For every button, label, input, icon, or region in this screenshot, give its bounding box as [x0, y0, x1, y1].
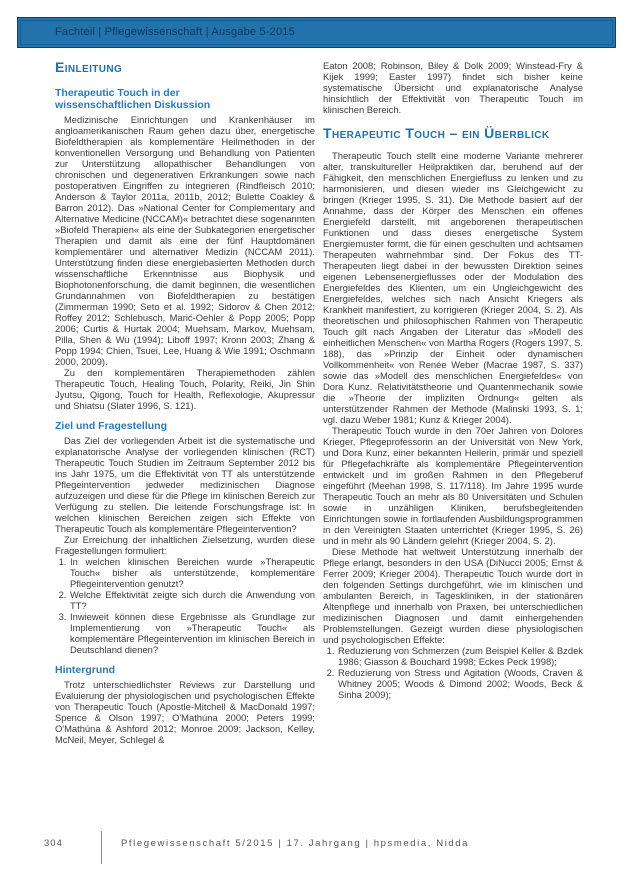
subheading-wissenschaftliche-diskussion: Therapeutic Touch in der wissenschaftlichen Diskussion: [55, 87, 211, 111]
research-question-item: 3. Inwieweit können diese Ergebnisse als Grundlage zur Implementierung von »Therapeutic Touch« als komplementäre Pflegeintervention im klinischen Bereich in Deutschland dienen?: [69, 611, 315, 655]
paragraph-ziel-1: Das Ziel der vorliegenden Arbeit ist die systematische und explanatorische Analyse der vorliegenden klinischen (RCT) Therapeutic Touch Studien im Zeitraum September 2012 bis ins Jahr 1975, um die Effektivität von TT als unterstützende Pflegeintervention jedweder medizinischen Diagnose aufzuzeigen und diese für die Pflege im klinischen Bereich zur Verfügung zu stellen. Die leitende Forschungsfrage ist: In welchen klinischen Bereichen zeigen sich Effekte von Therapeutic Touch als komplementäre Pflegeintervention?: [55, 435, 315, 534]
paragraph-ziel-2: Zur Erreichung der inhaltlichen Zielsetzung, wurden diese Fragestellungen formuliert:: [55, 534, 315, 556]
paragraph-ueberblick-1: Therapeutic Touch stellt eine moderne Variante mehrerer alter, transkultureller Heilpraktiken dar, beruhend auf der Fähigkeit, den menschlichen Energiefluss zu lenken und zu harmonisieren, und diesen wieder ins Gleichgewicht zu bringen (Krieger 1995, S. 31). Die Methode basiert auf der Annahme, dass der Körper des Menschen ein offenes Energiefeld darstellt, mit angeborenen therapeutischen Funktionen und dass dieses energetische System Energiemuster formt, die für einen geschulten und achtsamen Therapeuten wahrnehmbar sind. Der Fokus des TT-Therapeuten liegt dabei in der bewussten Direktion seines eigenen Lebensenergieflusses oder der Modulation des Energiefeldes des Klienten, um ein Ungleichgewicht des Energiefeldes, welches sich nach Ansicht Kriegers als Krankheit manifestiert, zu korrigieren (Krieger 2004, S. 2). Als theoretischen und philosophischen Rahmen von Therapeutic Touch gilt nach Angaben der Literatur das »Modell des einheitlichen Menschen« von Martha Rogers (Rogers 1997, S. 188), das »Prinzip der Einheit oder dynamischen Vollkommenheit« von Renée Weber (Macrae 1987, S. 337) sowie das »Modell des menschlichen Energiefeldes« von Dora Kunz. Relativitätstheorie und Quantenmechanik sowie die »Theorie der impliziten Ordnung« gelten als unterstützender Rahmen der Methode (Malinski 1993, S. 1; vgl. dazu Weber 1981; Kunz & Krieger 2004).: [323, 150, 583, 425]
paragraph-hintergrund-continuation: Eaton 2008; Robinson, Biley & Dolk 2009; Winstead-Fry & Kijek 1999; Easter 1997) findet sich bisher keine systematische Übersicht und explanatorische Analyse hinsichtlich der Effektivität von Therapeutic Touch im klinischen Bereich.: [323, 60, 583, 115]
footer-page-number: 304: [44, 838, 63, 849]
header-issue-label: Fachteil | Pflegewissenschaft | Ausgabe 5-2015: [55, 26, 295, 38]
article-body: [55, 60, 583, 745]
section-heading-einleitung: Einleitung: [55, 59, 123, 75]
effect-item: 2. Reduzierung von Stress und Agitation (Woods, Craven & Whitney 2005; Woods & Dimond 2002; Woods, Beck & Sinha 2009);: [337, 667, 583, 700]
research-question-item: 2. Welche Effektivität zeigte sich durch die Anwendung von TT?: [69, 589, 315, 611]
right-column: [323, 60, 583, 745]
paragraph-ueberblick-3: Diese Methode hat weltweit Unterstützung innerhalb der Pflege erlangt, besonders in den USA (DiNucci 2005; Ernst & Ferrer 2009; Krieger 2004). Therapeutic Touch wurde dort in den folgenden Settings durchgeführt, wie im klinischen und ambulanten Bereich, in Tageskliniken, in der stationären Altenpflege und innerhalb von Praxen, bei unterschiedlichen medizinischen Diagnosen und damit einhergehenden Problemstellungen. Gezeigt wurden diese physiologischen und psychologischen Effekte:: [323, 546, 583, 645]
paragraph-einleitung-1: Medizinische Einrichtungen und Krankenhäuser im angloamerikanischen Raum gehen dazu über, energetische Biofeldtherapien als komplementäre Heilmethoden in der konventionellen Versorgung und Behandlung von Patienten zur Unterstützung allopathischer Behandlungen von chronischen und degenerativen Erkrankungen sowie nach postoperativen Eingriffen zu integrieren (Rindfleisch 2010; Anderson & Taylor 2011a, 2011b, 2012; Bulette Coakley & Barron 2012). Das »National Center for Complementary and Alternative Medicine (NCCAM)« betrachtet diese sogenannten »Biofeld Therapien« als eine der Subkategorien energetischer Therapien und damit als eine der fünf Hauptdomänen komplementärer und alternativer Medizin (NCCAM 2011). Unterstützung finden diese energiebasierten Methoden durch wissenschaftliche Erkenntnisse aus Biophysik und Biophotonenforschung, die damit beginnen, die wesentlichen Grundannahmen von Biofeldtherapien zu bestätigen (Zimmerman 1990; Seto et al. 1992; Sidorov & Chen 2012; Roffey 2012; Schlebusch, Marić-Oehler & Popp 2005; Popp 2006; Curtis & Hurtak 2004; Muehsam, Markov, Muehsam, Pilla, Shen & Wu (1994); Liboff 1997; Kronn 2003; Zhang & Popp 1994; Chien, Tsuei, Lee, Huang & Wie 1991; Oschmann 2000, 2009).: [55, 114, 315, 367]
journal-header-bar: [17, 17, 616, 48]
paragraph-ueberblick-2: Therapeutic Touch wurde in den 70er Jahren von Dolores Krieger, Pflegeprofessorin an der Universität von New York, und Dora Kunz, einer bekannten Heilerin, primär und speziell für Pflegefachkräfte als komplementäre Pflegeintervention entwickelt und im großen Rahmen in den Pflegeberuf eingeführt (Meehan 1998, S. 117/118). Im Jahre 1995 wurde Therapeutic Touch an mehr als 80 Universitäten und Schulen sowie in unzähligen Kliniken, berufsbegleitenden Einrichtungen sowie in fortlaufenden Ausbildungsprogrammen in den Vereinigten Staaten unterrichtet (Krieger 1995, S. 26) und in mehr als 90 Ländern gelehrt (Krieger 2004, S. 2).: [323, 425, 583, 546]
effect-item: 1. Reduzierung von Schmerzen (zum Beispiel Keller & Bzdek 1986; Giasson & Bouchard 1998; Eckes Peck 1998);: [337, 645, 583, 667]
left-column: [55, 60, 315, 745]
subheading-hintergrund: Hintergrund: [55, 664, 116, 676]
section-heading-ueberblick: Therapeutic Touch – ein Überblick: [323, 125, 550, 141]
research-question-item: 1. In welchen klinischen Bereichen wurde »Therapeutic Touch« bisher als unterstützende, komplementäre Pflegeintervention genutzt?: [69, 556, 315, 589]
paragraph-hintergrund: Trotz unterschiedlichster Reviews zur Darstellung und Evaluierung der physiologischen und psychologischen Effekte von Therapeutic Touch (Apostle-Mitchell & MacDonald 1997; Spence & Olson 1997; O'Mathúna 2000; Peters 1999; O'Mathúna & Ashford 2012; Monroe 2009; Jackson, Kelley, McNeil, Meyer, Schlegel &: [55, 679, 315, 745]
subheading-ziel-und-fragestellung: Ziel und Fragestellung: [55, 420, 168, 432]
paragraph-einleitung-2: Zu den komplementären Therapiemethoden zählen Therapeutic Touch, Healing Touch, Polarity, Reiki, Jin Shin Jyutsu, Qigong, Touch for Health, Reflexologie, Akupressur und Shiatsu (Slater 1996, S. 121).: [55, 367, 315, 411]
footer-journal-line: Pflegewissenschaft 5/2015 | 17. Jahrgang | hpsmedia, Nidda: [121, 838, 470, 849]
footer-divider: [101, 831, 102, 864]
research-questions-list: [55, 556, 315, 655]
effects-list: [323, 645, 583, 700]
